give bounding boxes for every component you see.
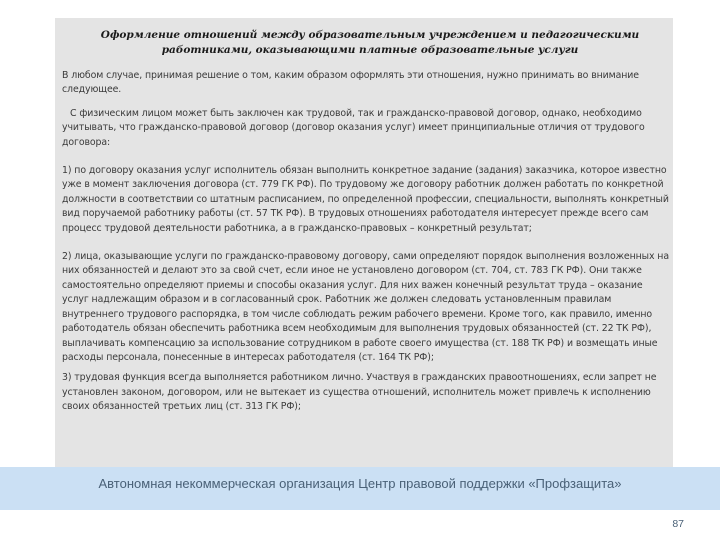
difference-item-2: 2) лица, оказывающие услуги по гражданско-правовому договору, сами определяют порядок выполнения возложенных на них обязанностей и делают это за свой счет, если иное не установлено договором (ст. 704, ст. 783 ГК РФ). Они также самостоятельно определяют приемы и способы оказания услуг. Для них важен конечный результат труда – оказание услуг надлежащим образом и в согласованный срок. Работник же должен следовать установленным правилам внутреннего трудового распорядка, в том числе соблюдать режим рабочего времени. Кроме того, как правило, именно работодатель обязан обеспечить работника всем необходимым для выполнения трудовых обязанностей (ст. 22 ТК РФ), выплачивать компенсацию за использование сотрудником в работе своего имущества (ст. 188 ТК РФ) и возмещать иные расходы персонала, понесенные в интересах работодателя (ст. 164 ТК РФ);	[62, 251, 669, 363]
footer-organization: Автономная некоммерческая организация Центр правовой поддержки «Профзащита»	[98, 476, 622, 491]
slide-title: Оформление отношений между образовательным учреждением и педагогическими работниками, оказывающими платные образовательные услуги	[100, 29, 640, 56]
intro-paragraph: В любом случае, принимая решение о том, каким образом оформлять эти отношения, нужно принимать во внимание следующее.	[62, 70, 639, 96]
slide-body	[62, 69, 672, 415]
page-number: 87	[672, 518, 684, 530]
difference-item-1: 1) по договору оказания услуг исполнитель обязан выполнить конкретное задание (задания) заказчика, которое известно уже в момент заключения договора (ст. 779 ГК РФ). По трудовому же договору работник должен работать по конкретной должности в соответствии со штатным расписанием, по определенной профессии, специальности, выполнять конкретный вид поручаемой работнику работы (ст. 57 ТК РФ). В трудовых отношениях работодателя интересует прежде всего сам процесс трудовой деятельности работника, а в гражданско-правовых – конкретный результат;	[62, 165, 669, 234]
difference-item-3: 3) трудовая функция всегда выполняется работником лично. Участвуя в гражданских правоотношениях, если запрет не установлен законом, договором, или не вытекает из существа отношений, исполнитель может привлечь к исполнению своих обязанностей третьих лиц (ст. 313 ГК РФ);	[62, 372, 657, 413]
contract-types-paragraph: С физическим лицом может быть заключен как трудовой, так и гражданско-правовой договор, однако, необходимо учитывать, что гражданско-правовой договор (договор оказания услуг) имеет принципиальные отличия от трудового договора:	[62, 107, 645, 148]
